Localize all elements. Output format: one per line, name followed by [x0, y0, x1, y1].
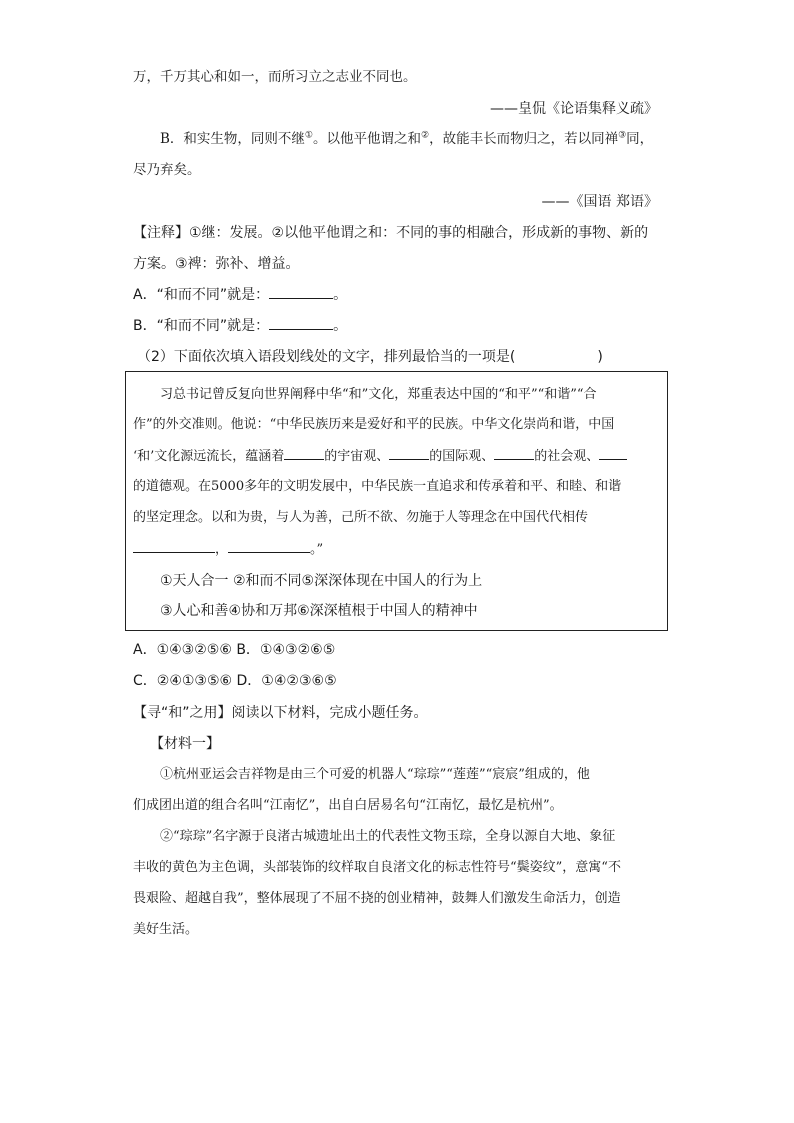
passage-box: [125, 371, 668, 631]
material-p2-line2: 丰收的黄色为主色调，头部装饰的纹样取自良渚文化的标志性符号“鬓姿纹”，意寓“不: [133, 860, 621, 875]
footnote-mark-1: ①: [304, 130, 313, 141]
question2: [137, 348, 603, 366]
box-line3: [133, 447, 627, 466]
box-line5: 的坚定理念。以和为贵，与人为善，己所不欲、勿施于人等理念在中国代代相传: [133, 510, 589, 525]
footnote-mark-2: ②: [421, 130, 430, 141]
answer-a-end: 。: [333, 287, 348, 303]
passage2-text-c: ，故能丰长而物归之，若以同禅: [429, 131, 619, 147]
material-title: 【材料一】: [150, 736, 220, 752]
passage2-line1: [160, 130, 653, 148]
material-p2-line1: ②“琮琮”名字源于良渚古城遗址出土的代表性文物玉琮，全身以源自大地、象征: [160, 829, 616, 844]
passage2-text-a: B．和实生物，同则不继: [160, 131, 305, 147]
box-line6: [133, 540, 323, 559]
box-line4: 的道德观。在5000多年的文明发展中，中华民族一直追求和传承着和平、和睦、和谐: [133, 479, 622, 494]
blank-2[interactable]: [389, 447, 429, 460]
box-line3-d: 的社会观、: [534, 449, 600, 464]
box-options1: ①天人合一 ②和而不同⑤深深体现在中国人的行为上: [160, 573, 483, 589]
box-line3-a: ‘和’文化源远流长，蕴涵着: [133, 449, 285, 464]
box-line2: 作”的外交准则。他说：“中华民族历来是爱好和平的民族。中华文化崇尚和谐，中国: [133, 417, 615, 432]
choices-cd: C．②④①③⑤⑥ D．①④②③⑥⑤: [133, 673, 337, 689]
answer-b: [133, 317, 347, 335]
material-p1-line2: 们成团出道的组合名叫“江南忆”，出自白居易名句“江南忆，最忆是杭州”。: [133, 798, 563, 813]
task-heading: 【寻“和”之用】阅读以下材料，完成小题任务。: [133, 705, 428, 721]
material-p1-line1: ①杭州亚运会吉祥物是由三个可爱的机器人“琮琮”“莲莲”“宸宸”组成的，他: [160, 767, 590, 782]
notes-line1: 【注释】①继：发展。②以他平他谓之和：不同的事的相融合，形成新的事物、新的: [133, 225, 649, 241]
question2-close: ): [597, 349, 603, 365]
passage1-source: ——皇侃《论语集释义疏》: [490, 101, 658, 117]
passage2-text-d: 同，: [626, 131, 654, 147]
choices-ab: A．①④③②⑤⑥ B．①④③②⑥⑤: [133, 642, 336, 658]
box-options2: ③人心和善④协和万邦⑥深深植根于中国人的精神中: [160, 603, 478, 619]
material-p2-line3: 畏艰险、超越自我”，整体展现了不屈不挠的创业精神，鼓舞人们激发生命活力，创造: [133, 891, 621, 906]
answer-a: [133, 286, 347, 304]
blank-6[interactable]: [228, 540, 310, 553]
passage1-line1: 万，千万其心和如一，而所习立之志业不同也。: [133, 69, 417, 85]
material-p2-line4: 美好生活。: [133, 922, 199, 937]
answer-b-blank[interactable]: [269, 317, 333, 330]
box-line6-comma: ，: [215, 542, 229, 557]
blank-4[interactable]: [599, 447, 627, 460]
box-line3-c: 的国际观、: [429, 449, 495, 464]
question2-text: （2）下面依次填入语段划线处的文字，排列最恰当的一项是(: [137, 349, 516, 365]
answer-a-label: A．“和而不同”就是：: [133, 287, 270, 303]
notes-line2: 方案。③裨：弥补、增益。: [133, 256, 300, 272]
passage2-text-b: 。以他平他谓之和: [313, 131, 421, 147]
blank-5[interactable]: [133, 540, 215, 553]
box-line6-end: 。”: [310, 542, 324, 557]
answer-a-blank[interactable]: [269, 286, 333, 299]
answer-b-end: 。: [333, 318, 348, 334]
box-line3-b: 的宇宙观、: [324, 449, 390, 464]
passage2-line2: 尽乃弃矣。: [133, 162, 201, 178]
footnote-mark-3: ③: [618, 130, 627, 141]
blank-3[interactable]: [494, 447, 534, 460]
passage2-source: ——《国语 郑语》: [541, 194, 658, 210]
blank-1[interactable]: [284, 447, 324, 460]
answer-b-label: B．“和而不同”就是：: [133, 318, 270, 334]
box-line1: 习总书记曾反复向世界阐释中华“和”文化，郑重表达中国的“和平”“和谐”“合: [160, 387, 597, 402]
